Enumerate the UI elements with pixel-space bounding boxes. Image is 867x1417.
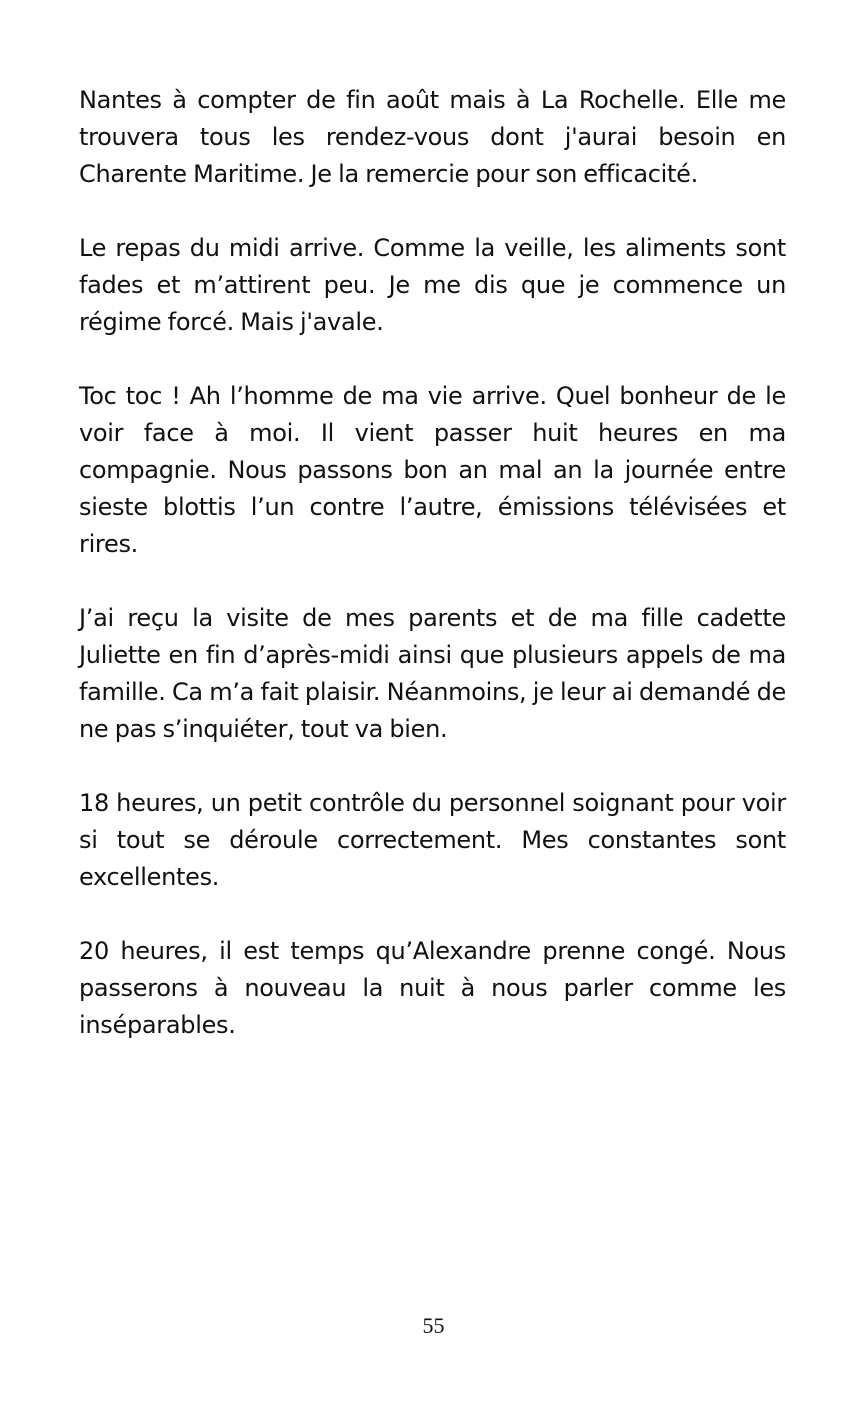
paragraph: J’ai reçu la visite de mes parents et de ma fille cadette Juliette en fin d’après-midi ainsi que plusieurs appels de ma famille. Ca m’a fait plaisir. Néanmoins, je leur ai demandé de ne pas s’inquiéter, tout va bien. bbox=[79, 604, 786, 743]
paragraph: 20 heures, il est temps qu’Alexandre prenne congé. Nous passerons à nouveau la nuit à nous parler comme les inséparables. bbox=[79, 937, 786, 1039]
paragraph: Nantes à compter de fin août mais à La Rochelle. Elle me trouvera tous les rendez-vous dont j'aurai besoin en Charente Maritime. Je la remercie pour son efficacité. bbox=[79, 86, 786, 188]
paragraph: 18 heures, un petit contrôle du personnel soignant pour voir si tout se déroule correctement. Mes constantes sont excellentes. bbox=[79, 789, 786, 891]
body-text bbox=[79, 82, 786, 1081]
page-number: 55 bbox=[422, 1313, 445, 1338]
paragraph: Toc toc ! Ah l’homme de ma vie arrive. Quel bonheur de le voir face à moi. Il vient passer huit heures en ma compagnie. Nous passons bon an mal an la journée entre sieste blottis l’un contre l’autre, émissions télévisées et rires. bbox=[79, 382, 786, 558]
paragraph: Le repas du midi arrive. Comme la veille, les aliments sont fades et m’attirent peu. Je me dis que je commence un régime forcé. Mais j'avale. bbox=[79, 234, 786, 336]
